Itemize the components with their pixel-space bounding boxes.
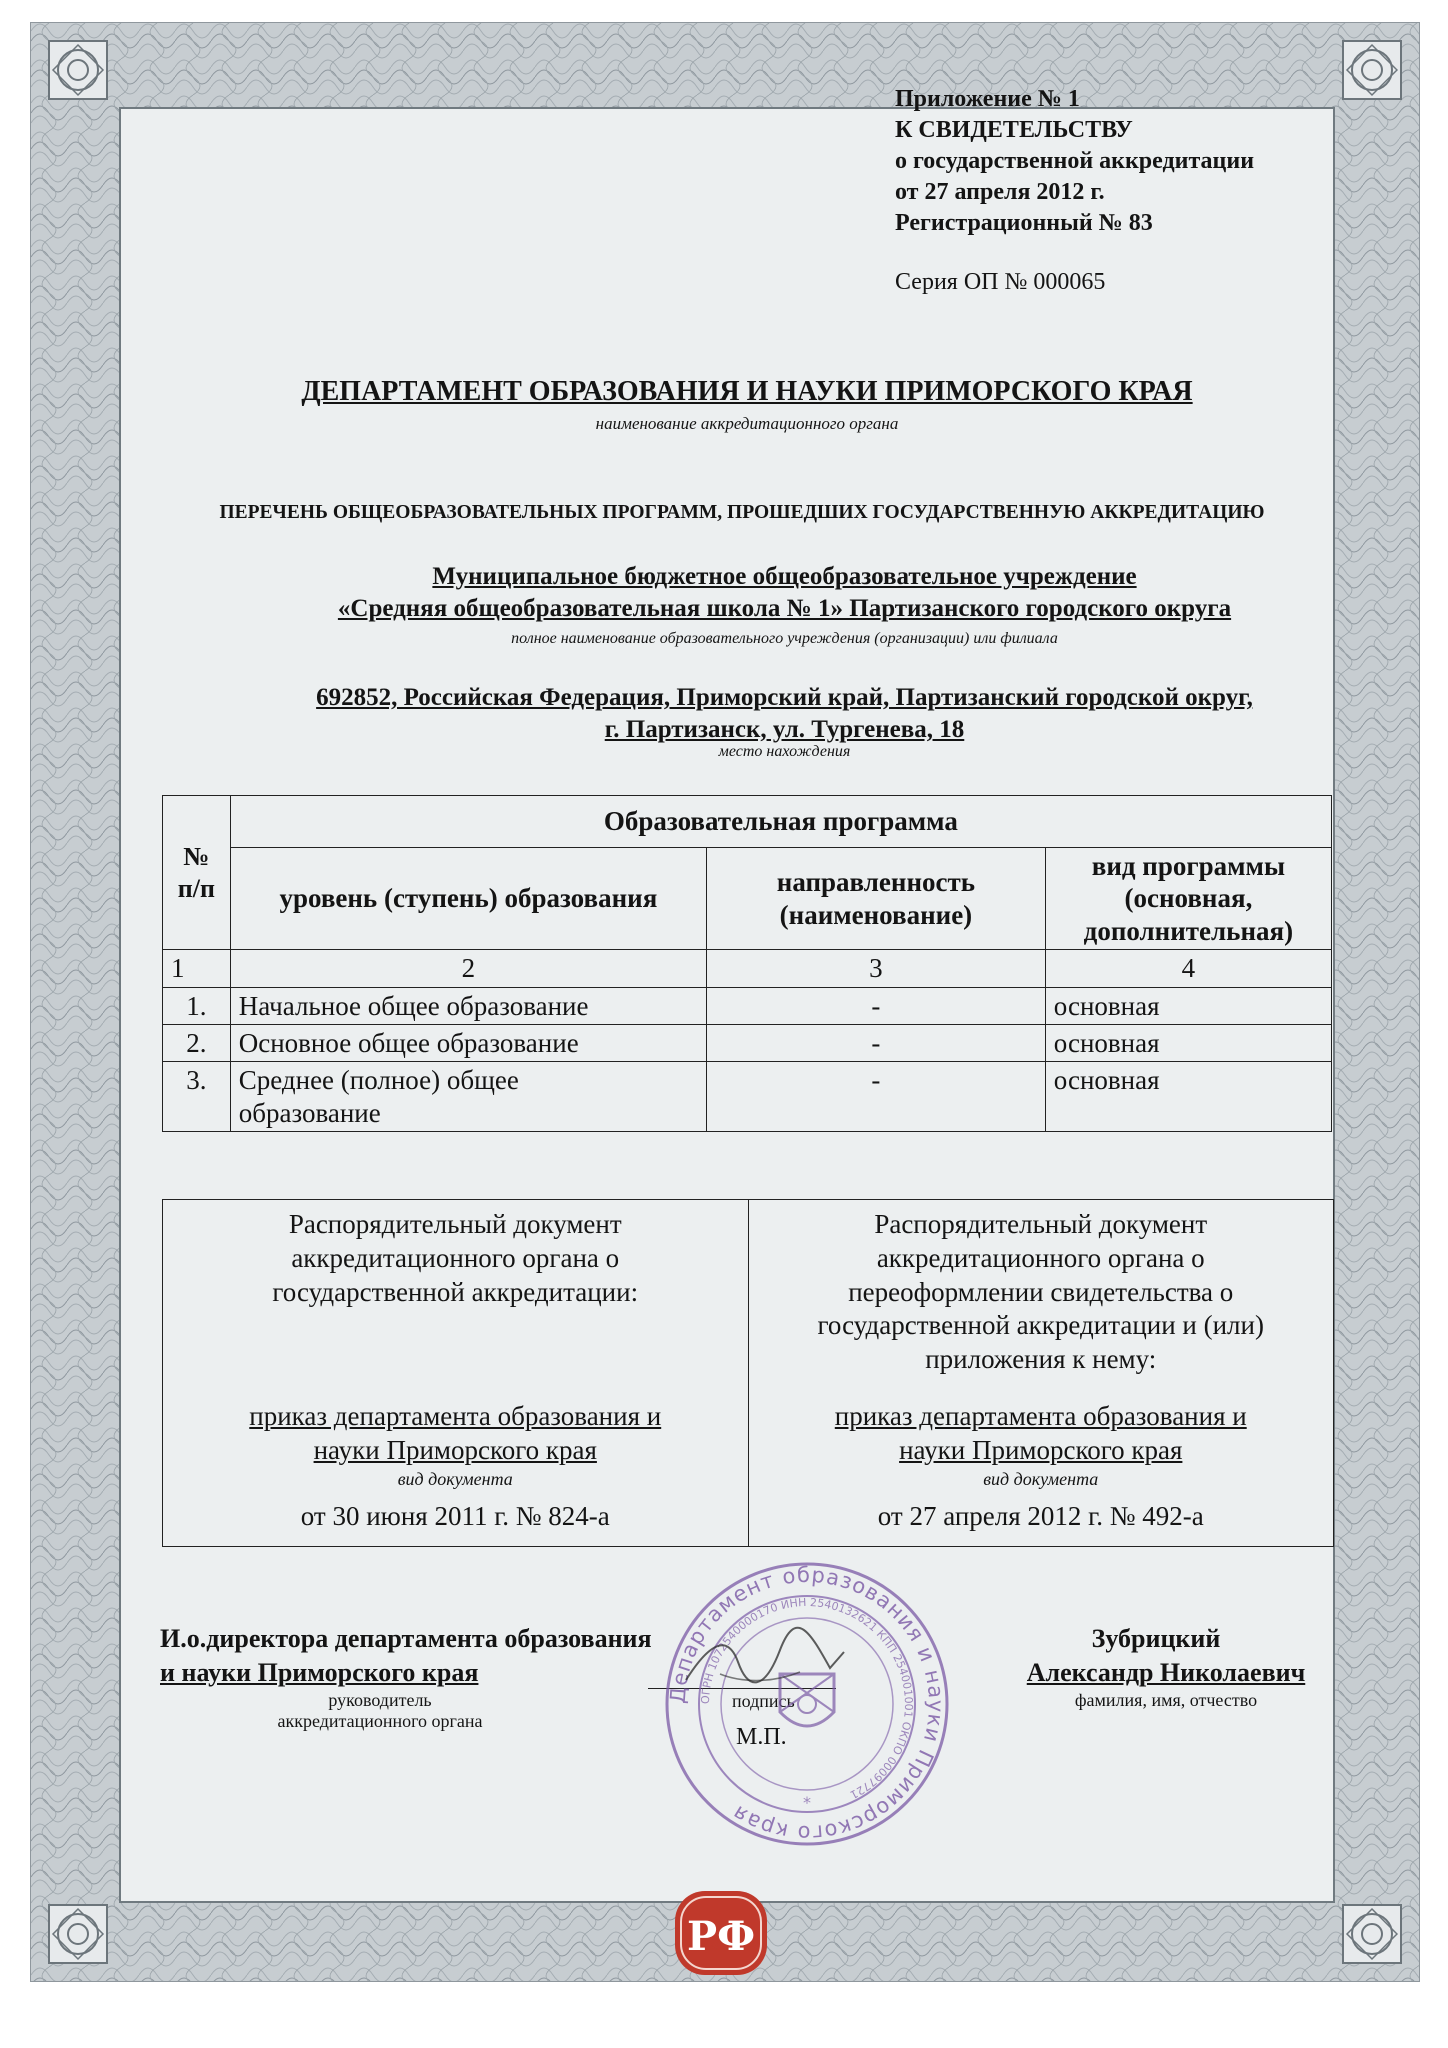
row-level: Среднее (полное) общее образование xyxy=(230,1062,706,1132)
seal-caption: М.П. xyxy=(736,1724,787,1750)
row-direction: - xyxy=(707,1024,1046,1061)
address-line2: г. Партизанск, ул. Тургенева, 18 xyxy=(604,716,965,743)
row-number: 3. xyxy=(163,1062,231,1132)
series-number: Серия ОП № 000065 xyxy=(895,269,1106,295)
rf-emblem-text: РФ xyxy=(686,1913,756,1960)
seal-ring-text: Департамент образования и науки Приморского края xyxy=(665,1562,949,1846)
row-direction: - xyxy=(707,987,1046,1024)
to-certificate: К СВИДЕТЕЛЬСТВУ xyxy=(895,117,1133,143)
table-row xyxy=(163,1024,1332,1061)
seal-inner-text: ОГРН 1072540000170 ИНН 2540132621 КПП 254001001 ОКПО 00097721 xyxy=(698,1595,916,1802)
ornament-corner-icon xyxy=(1339,37,1405,103)
row-type: основная xyxy=(1045,1024,1331,1061)
address-caption: место нахождения xyxy=(718,743,851,760)
signatory-position-line1: И.о.директора департамента образования xyxy=(160,1624,652,1653)
order-document-number: от 27 апреля 2012 г. № 492-а xyxy=(877,1501,1204,1532)
registration-number: Регистрационный № 83 xyxy=(895,210,1153,236)
programs-table xyxy=(162,795,1332,1132)
row-level: Основное общее образование xyxy=(230,1024,706,1061)
row-type: основная xyxy=(1045,987,1331,1024)
order-document-type: приказ департамента образования и науки Приморского края xyxy=(249,1401,662,1465)
table-row xyxy=(163,1062,1332,1132)
order-document-caption: вид документа xyxy=(983,1468,1099,1489)
order-heading: Распорядительный документ аккредитационного органа о переоформлении свидетельства о государственной аккредитации и (или) приложения к нему: xyxy=(817,1209,1264,1374)
row-number: 1. xyxy=(163,987,231,1024)
order-heading: Распорядительный документ аккредитационного органа о государственной аккредитации: xyxy=(272,1209,639,1307)
order-document-caption: вид документа xyxy=(397,1468,513,1489)
appendix-number: Приложение № 1 xyxy=(895,86,1080,112)
row-number: 2. xyxy=(163,1024,231,1061)
order-cell-reissue xyxy=(748,1200,1334,1547)
signatory-position-line2: и науки Приморского края xyxy=(160,1658,479,1687)
table-index-row xyxy=(163,950,1332,987)
table-row xyxy=(163,987,1332,1024)
rf-emblem-icon xyxy=(671,1885,771,1981)
institution-name-line2: «Средняя общеобразовательная школа № 1» Партизанского городского округа xyxy=(337,595,1232,622)
row-level: Начальное общее образование xyxy=(230,987,706,1024)
name-caption: фамилия, имя, отчество xyxy=(1074,1690,1258,1710)
order-cell-accreditation xyxy=(163,1200,749,1547)
institution-caption: полное наименование образовательного учреждения (организации) или филиала xyxy=(511,630,1058,647)
ornament-corner-icon xyxy=(1339,1901,1405,1967)
institution-name-line1: Муниципальное бюджетное общеобразовательное учреждение xyxy=(432,563,1137,590)
address-line1: 692852, Российская Федерация, Приморский край, Партизанский городской округ, xyxy=(316,684,1253,711)
certificate-date: от 27 апреля 2012 г. xyxy=(895,179,1105,205)
position-caption: руководитель аккредитационного органа xyxy=(277,1690,483,1731)
svg-text:*: * xyxy=(803,1793,811,1812)
column-group-header-program: Образовательная программа xyxy=(230,796,1331,848)
certificate-about: о государственной аккредитации xyxy=(895,148,1255,174)
orders-table xyxy=(162,1199,1334,1547)
column-header-number: № п/п xyxy=(163,796,231,950)
list-title: ПЕРЕЧЕНЬ ОБЩЕОБРАЗОВАТЕЛЬНЫХ ПРОГРАММ, ПРОШЕДШИХ ГОСУДАРСТВЕННУЮ АККРЕДИТАЦИЮ xyxy=(219,502,1265,523)
order-document-number: от 30 июня 2011 г. № 824-а xyxy=(300,1501,610,1532)
signatory-given-names: Александр Николаевич xyxy=(1026,1658,1306,1687)
row-direction: - xyxy=(707,1062,1046,1132)
table-cell: 2 xyxy=(230,950,706,987)
table-cell: 3 xyxy=(707,950,1046,987)
authority-name: ДЕПАРТАМЕНТ ОБРАЗОВАНИЯ И НАУКИ ПРИМОРСКОГО КРАЯ xyxy=(301,376,1193,407)
row-type: основная xyxy=(1045,1062,1331,1132)
table-cell: 1 xyxy=(163,950,231,987)
ornament-corner-icon xyxy=(45,37,111,103)
signatory-surname: Зубрицкий xyxy=(1091,1624,1221,1653)
authority-caption: наименование аккредитационного органа xyxy=(595,414,899,433)
column-header-level: уровень (ступень) образования xyxy=(230,848,706,950)
column-header-type: вид программы (основная, дополнительная) xyxy=(1045,848,1331,950)
table-cell: 4 xyxy=(1045,950,1331,987)
signature-caption: подпись xyxy=(732,1691,795,1711)
column-header-direction: направленность (наименование) xyxy=(707,848,1046,950)
official-seal-stamp xyxy=(662,1556,952,1852)
order-document-type: приказ департамента образования и науки Приморского края xyxy=(834,1401,1247,1465)
handwritten-signature xyxy=(680,1622,850,1702)
ornament-corner-icon xyxy=(45,1901,111,1967)
